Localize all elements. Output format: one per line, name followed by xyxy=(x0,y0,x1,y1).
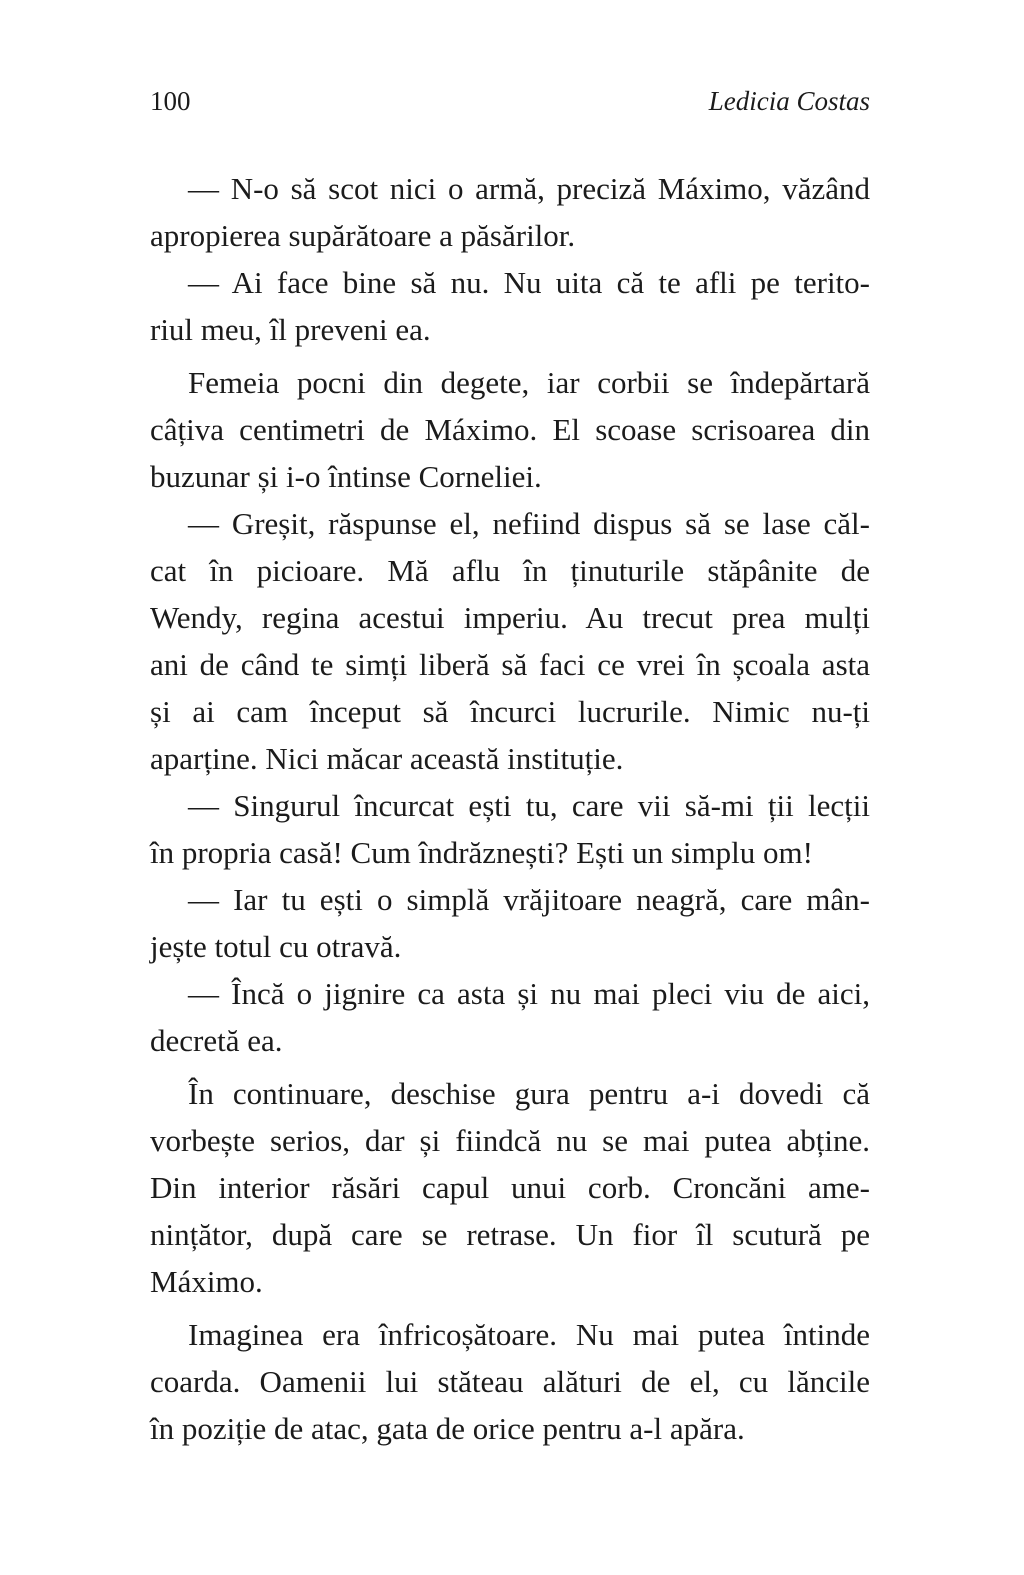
text-line: Máximo. xyxy=(150,1264,263,1299)
text-line: Imaginea era înfricoșătoare. Nu mai putea întinde xyxy=(188,1317,870,1352)
text-line: coarda. Oamenii lui stăteau alături de el, cu lăncile xyxy=(150,1364,870,1399)
text-line: câțiva centimetri de Máximo. El scoase scrisoarea din xyxy=(150,412,870,447)
text-line: — Încă o jignire ca asta și nu mai pleci viu de aici, xyxy=(188,976,870,1011)
page-header xyxy=(150,86,870,126)
text-line: — Ai face bine să nu. Nu uita că te afli pe terito- xyxy=(188,265,870,300)
text-line: nințător, după care se retrase. Un fior îl scutură pe xyxy=(150,1217,870,1252)
text-line: jește totul cu otravă. xyxy=(150,929,402,964)
text-line: vorbește serios, dar și fiindcă nu se mai putea abține. xyxy=(150,1123,870,1158)
page-number: 100 xyxy=(150,86,191,116)
text-line: — Singurul încurcat ești tu, care vii să-mi ții lecții xyxy=(188,788,870,823)
text-line: ani de când te simți liberă să faci ce vrei în școala asta xyxy=(150,647,870,682)
text-line: cat în picioare. Mă aflu în ținuturile stăpânite de xyxy=(150,553,870,588)
text-line: în propria casă! Cum îndrăznești? Ești un simplu om! xyxy=(150,835,813,870)
text-line: În continuare, deschise gura pentru a-i dovedi că xyxy=(188,1076,870,1111)
text-line: buzunar și i-o întinse Corneliei. xyxy=(150,459,542,494)
text-line: riul meu, îl preveni ea. xyxy=(150,312,431,347)
text-line: apropierea supărătoare a păsărilor. xyxy=(150,218,576,253)
text-line: și ai cam început să încurci lucrurile. Nimic nu-ți xyxy=(150,694,870,729)
body-text xyxy=(150,165,870,1452)
text-line: Femeia pocni din degete, iar corbii se îndepărtară xyxy=(188,365,870,400)
text-line: Wendy, regina acestui imperiu. Au trecut prea mulți xyxy=(150,600,870,635)
running-head-author: Ledicia Costas xyxy=(708,86,870,116)
text-line: — N-o să scot nici o armă, preciză Máximo, văzând xyxy=(188,171,870,206)
text-line: — Iar tu ești o simplă vrăjitoare neagră, care mân- xyxy=(188,882,870,917)
text-line: aparține. Nici măcar această instituție. xyxy=(150,741,624,776)
text-line: în poziție de atac, gata de orice pentru a-l apăra. xyxy=(150,1411,745,1446)
text-line: — Greșit, răspunse el, nefiind dispus să se lase căl- xyxy=(188,506,870,541)
text-line: Din interior răsări capul unui corb. Croncăni ame- xyxy=(150,1170,870,1205)
text-line: decretă ea. xyxy=(150,1023,283,1058)
